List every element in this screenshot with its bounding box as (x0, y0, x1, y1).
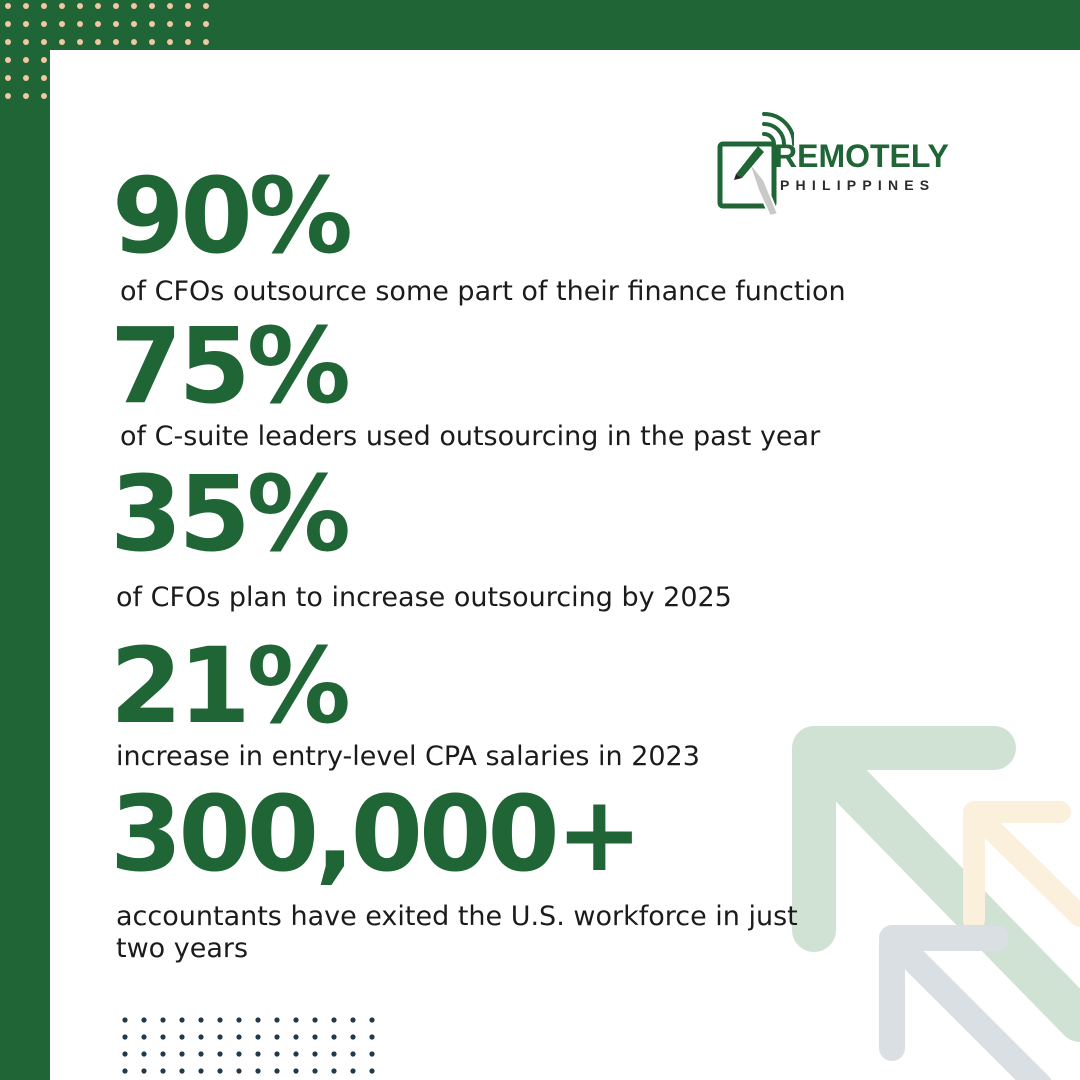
navy-dot (179, 1051, 184, 1056)
peach-dot (149, 21, 155, 27)
peach-dot (113, 39, 119, 45)
navy-dot (331, 1017, 336, 1022)
navy-dot (255, 1017, 260, 1022)
peach-dot (5, 75, 11, 81)
navy-dot (236, 1017, 241, 1022)
navy-dot (122, 1034, 127, 1039)
peach-dot (77, 3, 83, 9)
peach-dot (113, 3, 119, 9)
navy-dot (312, 1068, 317, 1073)
navy-dot (198, 1051, 203, 1056)
peach-dot (185, 3, 191, 9)
stat-value-300000: 300,000+ (110, 773, 639, 895)
navy-dot (369, 1017, 374, 1022)
navy-dot (122, 1068, 127, 1073)
navy-dot (122, 1051, 127, 1056)
peach-dot (203, 39, 209, 45)
stat-value-21: 21% (110, 625, 347, 747)
navy-dot (274, 1017, 279, 1022)
peach-dot (185, 21, 191, 27)
navy-dot (350, 1034, 355, 1039)
navy-dot (141, 1017, 146, 1022)
navy-dot (236, 1068, 241, 1073)
stat-description: of CFOs outsource some part of their finance function (120, 276, 846, 307)
navy-dot (141, 1068, 146, 1073)
peach-dot (131, 39, 137, 45)
navy-dot (312, 1017, 317, 1022)
peach-dot (23, 75, 29, 81)
peach-dot (149, 39, 155, 45)
brand-name: REMOTELY (774, 138, 949, 174)
peach-dot (41, 75, 47, 81)
navy-dot (274, 1068, 279, 1073)
navy-dot (179, 1068, 184, 1073)
navy-dot (312, 1051, 317, 1056)
navy-dot (369, 1051, 374, 1056)
navy-dot (293, 1051, 298, 1056)
peach-dot (41, 3, 47, 9)
peach-dot (59, 39, 65, 45)
peach-dot (23, 21, 29, 27)
peach-dot (95, 3, 101, 9)
navy-dot (331, 1051, 336, 1056)
peach-dot (167, 21, 173, 27)
navy-dot (255, 1034, 260, 1039)
navy-dot (160, 1051, 165, 1056)
navy-dot (217, 1051, 222, 1056)
navy-dot (331, 1068, 336, 1073)
navy-dot (255, 1068, 260, 1073)
navy-dot (236, 1034, 241, 1039)
stat-value-75: 75% (110, 305, 347, 427)
navy-dot (122, 1017, 127, 1022)
navy-dot (350, 1017, 355, 1022)
peach-dot (41, 21, 47, 27)
navy-dot (198, 1068, 203, 1073)
navy-dot (160, 1034, 165, 1039)
peach-dot (203, 3, 209, 9)
navy-dot (179, 1034, 184, 1039)
peach-dot (5, 3, 11, 9)
navy-dot (160, 1017, 165, 1022)
navy-dot (255, 1051, 260, 1056)
peach-dot (59, 3, 65, 9)
peach-dot (95, 39, 101, 45)
peach-dot (5, 57, 11, 63)
peach-dot (41, 39, 47, 45)
peach-dot (167, 3, 173, 9)
peach-dot (185, 39, 191, 45)
navy-dot (293, 1017, 298, 1022)
peach-dot (77, 39, 83, 45)
peach-dot (23, 57, 29, 63)
peach-dot (5, 39, 11, 45)
navy-dot (274, 1051, 279, 1056)
navy-dot (293, 1068, 298, 1073)
navy-dot (350, 1051, 355, 1056)
peach-dot (113, 21, 119, 27)
peach-dot (131, 21, 137, 27)
navy-dot (217, 1034, 222, 1039)
brand-tagline: PHILIPPINES (780, 177, 936, 193)
navy-dot (160, 1068, 165, 1073)
navy-dot (312, 1034, 317, 1039)
navy-dot (217, 1068, 222, 1073)
navy-dot (274, 1034, 279, 1039)
peach-dot (41, 57, 47, 63)
stat-description: of CFOs plan to increase outsourcing by 2025 (116, 582, 732, 613)
peach-dot (149, 3, 155, 9)
navy-dot (217, 1017, 222, 1022)
peach-dot (95, 21, 101, 27)
peach-dot-grid (0, 0, 220, 110)
navy-dot (293, 1034, 298, 1039)
peach-dot (23, 39, 29, 45)
navy-dot (198, 1017, 203, 1022)
stat-value-35: 35% (110, 453, 347, 575)
peach-dot (77, 21, 83, 27)
peach-dot (203, 21, 209, 27)
navy-dot (141, 1034, 146, 1039)
navy-dot (198, 1034, 203, 1039)
left-border-bar (0, 0, 50, 1080)
navy-dot (179, 1017, 184, 1022)
stat-value-90: 90% (112, 155, 349, 277)
brand-logo (714, 110, 964, 220)
peach-dot (23, 3, 29, 9)
decorative-arrows (780, 720, 1080, 1080)
navy-dot (369, 1034, 374, 1039)
peach-dot (131, 3, 137, 9)
peach-dot (23, 93, 29, 99)
stat-description-line-1: accountants have exited the U.S. workforce in just (116, 901, 798, 932)
stat-description-line-2: two years (116, 933, 249, 964)
peach-dot (5, 21, 11, 27)
navy-dot-grid (118, 1014, 398, 1080)
navy-dot (331, 1034, 336, 1039)
peach-dot (41, 93, 47, 99)
peach-dot (167, 39, 173, 45)
stat-description: increase in entry-level CPA salaries in 2023 (116, 741, 700, 772)
navy-dot (141, 1051, 146, 1056)
navy-dot (350, 1068, 355, 1073)
stat-description: of C-suite leaders used outsourcing in the past year (120, 421, 821, 452)
navy-dot (236, 1051, 241, 1056)
peach-dot (5, 93, 11, 99)
navy-dot (369, 1068, 374, 1073)
peach-dot (59, 21, 65, 27)
